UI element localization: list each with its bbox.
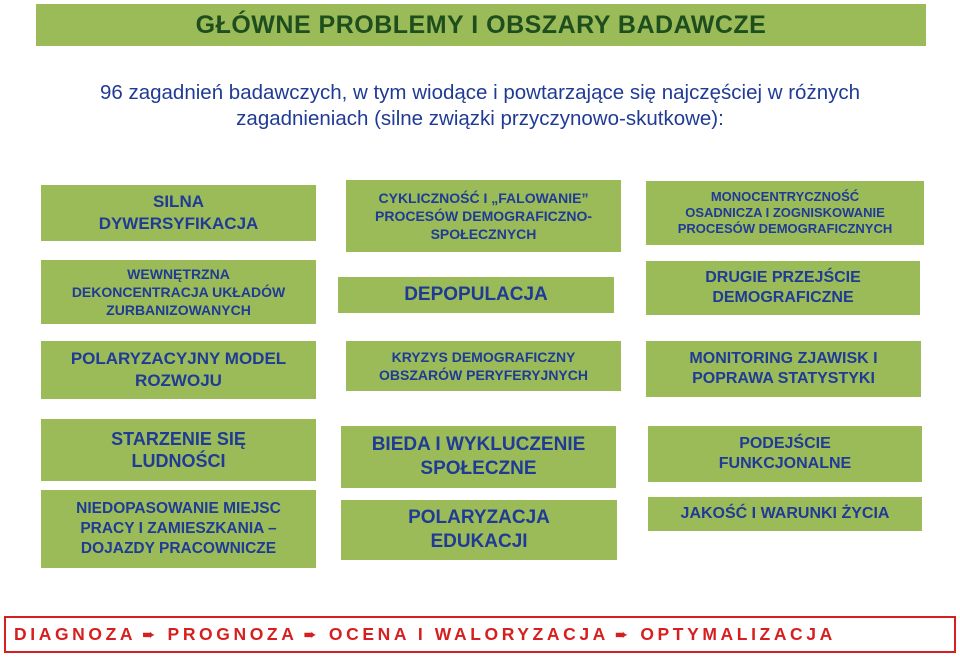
box-podejscie-funkcjonalne: PODEJŚCIE FUNKCJONALNE [648, 426, 922, 482]
arrow-right-icon: ➨ [303, 626, 317, 644]
box-niedopasowanie: NIEDOPASOWANIE MIEJSC PRACY I ZAMIESZKANIA – DOJAZDY PRACOWNICZE [41, 490, 316, 568]
intro-text [10, 80, 950, 132]
box-drugie-przejscie: DRUGIE PRZEJŚCIE DEMOGRAFICZNE [646, 261, 920, 315]
box-bieda-wykluczenie: BIEDA I WYKLUCZENIE SPOŁECZNE [341, 426, 616, 488]
box-silna-dywersyfikacja: SILNA DYWERSYFIKACJA [41, 185, 316, 241]
box-wewnetrzna-dekoncentracja: WEWNĘTRZNA DEKONCENTRACJA UKŁADÓW ZURBANIZOWANYCH [41, 260, 316, 324]
intro-line-1: 96 zagadnień badawczych, w tym wiodące i powtarzające się najczęściej w różnych [99, 81, 860, 104]
box-polaryzacyjny-model: POLARYZACYJNY MODEL ROZWOJU [41, 341, 316, 399]
box-monocentrycznosc: MONOCENTRYCZNOŚĆ OSADNICZA I ZOGNISKOWANIE PROCESÓW DEMOGRAFICZNYCH [646, 181, 924, 245]
process-step-optymalizacja: OPTYMALIZACJA [640, 624, 836, 644]
box-starzenie-sie: STARZENIE SIĘ LUDNOŚCI [41, 419, 316, 481]
box-depopulacja: DEPOPULACJA [338, 277, 614, 313]
process-step-prognoza: PROGNOZA [167, 624, 298, 644]
box-cyklicznosc: CYKLICZNOŚĆ I „FALOWANIE” PROCESÓW DEMOGRAFICZNO- SPOŁECZNYCH [346, 180, 621, 252]
intro-line-2: zagadnieniach (silne związki przyczynowo-skutkowe): [236, 107, 724, 130]
box-polaryzacja-edukacji: POLARYZACJA EDUKACJI [341, 500, 617, 560]
box-jakosc-warunki: JAKOŚĆ I WARUNKI ŻYCIA [648, 497, 922, 531]
page-title: GŁÓWNE PROBLEMY I OBSZARY BADAWCZE [36, 4, 926, 46]
process-step-ocena: OCENA I WALORYZACJA [328, 624, 609, 644]
arrow-right-icon: ➨ [614, 626, 629, 644]
arrow-right-icon: ➨ [142, 626, 156, 644]
process-step-diagnoza: DIAGNOZA [14, 624, 137, 644]
box-monitoring-zjawisk: MONITORING ZJAWISK I POPRAWA STATYSTYKI [646, 341, 921, 397]
box-kryzys-demograficzny: KRYZYS DEMOGRAFICZNY OBSZARÓW PERYFERYJNYCH [346, 341, 621, 391]
process-bar [4, 616, 956, 653]
